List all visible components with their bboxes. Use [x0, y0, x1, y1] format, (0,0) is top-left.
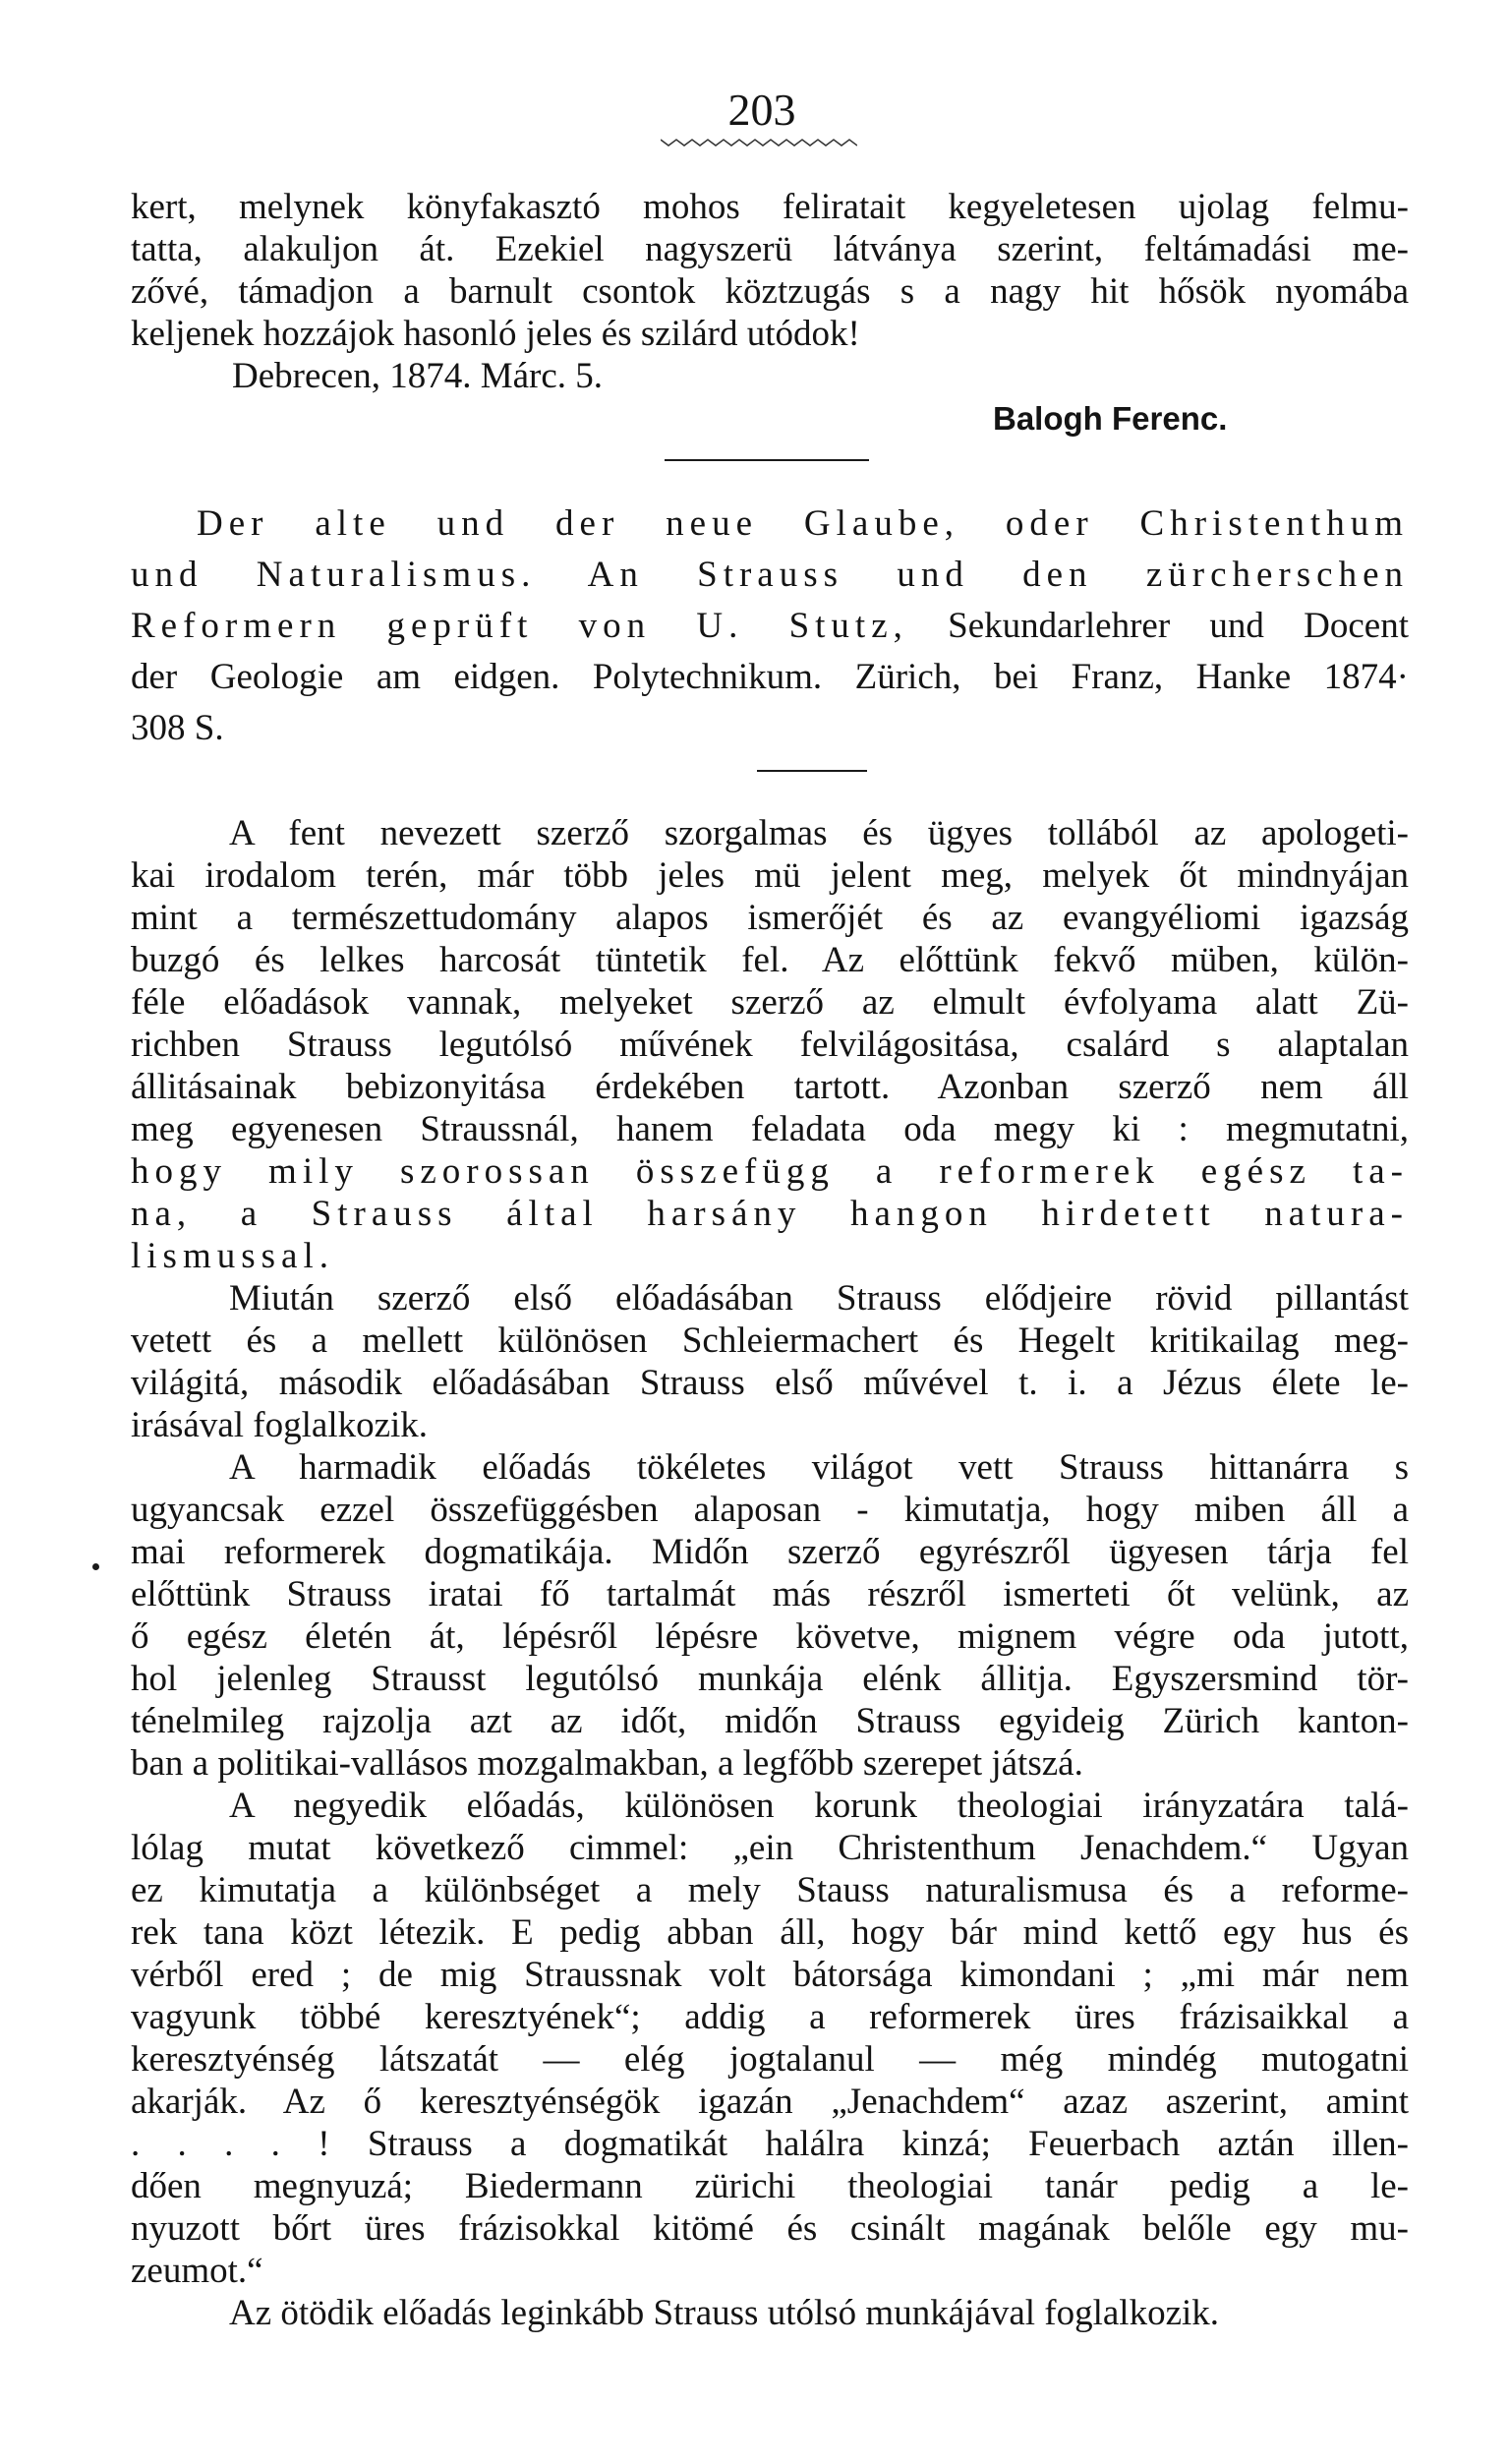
text-line: lólag mutat következő cimmel: „ein Christenthum Jenachdem.“ Ugyan: [131, 1828, 1409, 1868]
title-line-plain: Sekundarlehrer und Docent: [907, 606, 1409, 646]
text-line: akarják. Az ő keresztyénségök igazán „Jenachdem“ azaz aszerint, amint: [131, 2082, 1409, 2122]
text-line: ban a politikai-vallásos mozgalmakban, a legfőbb szerepet játszá.: [131, 1743, 1083, 1784]
text-line: irásával foglalkozik.: [131, 1405, 429, 1445]
text-line: előttünk Strauss iratai fő tartalmát más részről ismerteti őt velünk, az: [131, 1574, 1409, 1614]
text-line: zeumot.“: [131, 2251, 263, 2291]
title-line: der Geologie am eidgen. Polytechnikum. Zürich, bei Franz, Hanke 1874·: [131, 657, 1409, 697]
text-line: zővé, támadjon a barnult csontok köztzugás s a nagy hit hősök nyomába: [131, 271, 1409, 312]
text-line: vagyunk többé keresztyének“; addig a reformerek üres frázisaikkal a: [131, 1997, 1409, 2037]
signature: Balogh Ferenc.: [993, 400, 1228, 437]
title-line: 308 S.: [131, 708, 224, 748]
text-line: ez kimutatja a különbséget a mely Stauss naturalismusa és a reforme-: [131, 1870, 1409, 1910]
title-line: und Naturalismus. An Strauss und den zürcherschen: [131, 555, 1409, 595]
text-line: na, a Strauss által harsány hangon hirdetett natura-: [131, 1194, 1409, 1234]
dateline: Debrecen, 1874. Márc. 5.: [232, 356, 604, 396]
text-line: lismussal.: [131, 1236, 334, 1276]
text-line: buzgó és lelkes harcosát tüntetik fel. Az előttünk fekvő müben, külön-: [131, 940, 1409, 980]
text-line: nyuzott bőrt üres frázisokkal kitömé és csinált magának belőle egy mu-: [131, 2208, 1409, 2249]
text-line: tatta, alakuljon át. Ezekiel nagyszerü látványa szerint, feltámadási me-: [131, 229, 1409, 269]
text-line: féle előadások vannak, melyeket szerző az elmult évfolyama alatt Zü-: [131, 982, 1409, 1023]
text-line: keresztyénség látszatát — elég jogtalanul — még mindég mutogatni: [131, 2039, 1409, 2080]
text-line: richben Strauss legutólsó művének felvilágositása, csalárd s alaptalan: [131, 1025, 1409, 1065]
title-line: [131, 604, 1409, 649]
text-line: mint a természettudomány alapos ismerőjét és az evangyéliomi igazság: [131, 898, 1409, 938]
text-line: Miután szerző első előadásában Strauss elődjeire rövid pillantást: [229, 1278, 1409, 1319]
text-line: dően megnyuzá; Biedermann zürichi theologiai tanár pedig a le-: [131, 2166, 1409, 2206]
text-line: ugyancsak ezzel összefüggésben alaposan - kimutatja, hogy miben áll a: [131, 1490, 1409, 1530]
text-line: Az ötödik előadás leginkább Strauss utólsó munkájával foglalkozik.: [229, 2293, 1220, 2333]
text-line: A harmadik előadás tökéletes világot vett Strauss hittanárra s: [229, 1447, 1409, 1488]
text-line: kert, melynek könyfakasztó mohos feliratait kegyeletesen ujolag felmu-: [131, 187, 1409, 227]
text-line: mai reformerek dogmatikája. Midőn szerző egyrészről ügyesen tárja fel: [131, 1532, 1409, 1572]
text-line: keljenek hozzájok hasonló jeles és szilárd utódok!: [131, 314, 860, 354]
text-line: meg egyenesen Straussnál, hanem feladata oda megy ki : megmutatni,: [131, 1109, 1409, 1149]
page-number-ornament: [661, 136, 857, 149]
text-line: vetett és a mellett különösen Schleiermachert és Hegelt kritikailag meg-: [131, 1320, 1409, 1361]
page-number: 203: [727, 85, 796, 135]
text-line: rek tana közt létezik. E pedig abban áll, hogy bár mind kettő egy hus és: [131, 1912, 1409, 1953]
text-line: ténelmileg rajzolja azt az időt, midőn Strauss egyideig Zürich kanton-: [131, 1701, 1409, 1741]
text-line: . . . . ! Strauss a dogmatikát halálra kinzá; Feuerbach aztán illen-: [131, 2124, 1409, 2164]
text-line: kai irodalom terén, már több jeles mü jelent meg, melyek őt mindnyájan: [131, 855, 1409, 896]
text-line: hogy mily szorossan összefügg a reformerek egész ta-: [131, 1151, 1409, 1192]
text-line: A fent nevezett szerző szorgalmas és ügyes tollából az apologeti-: [229, 813, 1409, 853]
text-line: világitá, második előadásában Strauss első művével t. i. a Jézus élete le-: [131, 1363, 1409, 1403]
divider: [757, 770, 867, 772]
margin-mark: [92, 1563, 99, 1570]
title-line-spaced: Reformern geprüft von U. Stutz,: [131, 606, 908, 646]
text-line: állitásainak bebizonyitása érdekében tartott. Azonban szerző nem áll: [131, 1067, 1409, 1107]
divider: [665, 459, 869, 461]
text-line: ő egész életén át, lépésről lépésre követve, mignem végre oda jutott,: [131, 1616, 1409, 1657]
text-line: hol jelenleg Strausst legutólsó munkája elénk állitja. Egyszersmind tör-: [131, 1659, 1409, 1699]
text-line: vérből ered ; de mig Straussnak volt bátorsága kimondani ; „mi már nem: [131, 1955, 1409, 1995]
title-line: Der alte und der neue Glaube, oder Christenthum: [197, 503, 1409, 544]
text-line: A negyedik előadás, különösen korunk theologiai irányzatára talá-: [229, 1786, 1409, 1826]
